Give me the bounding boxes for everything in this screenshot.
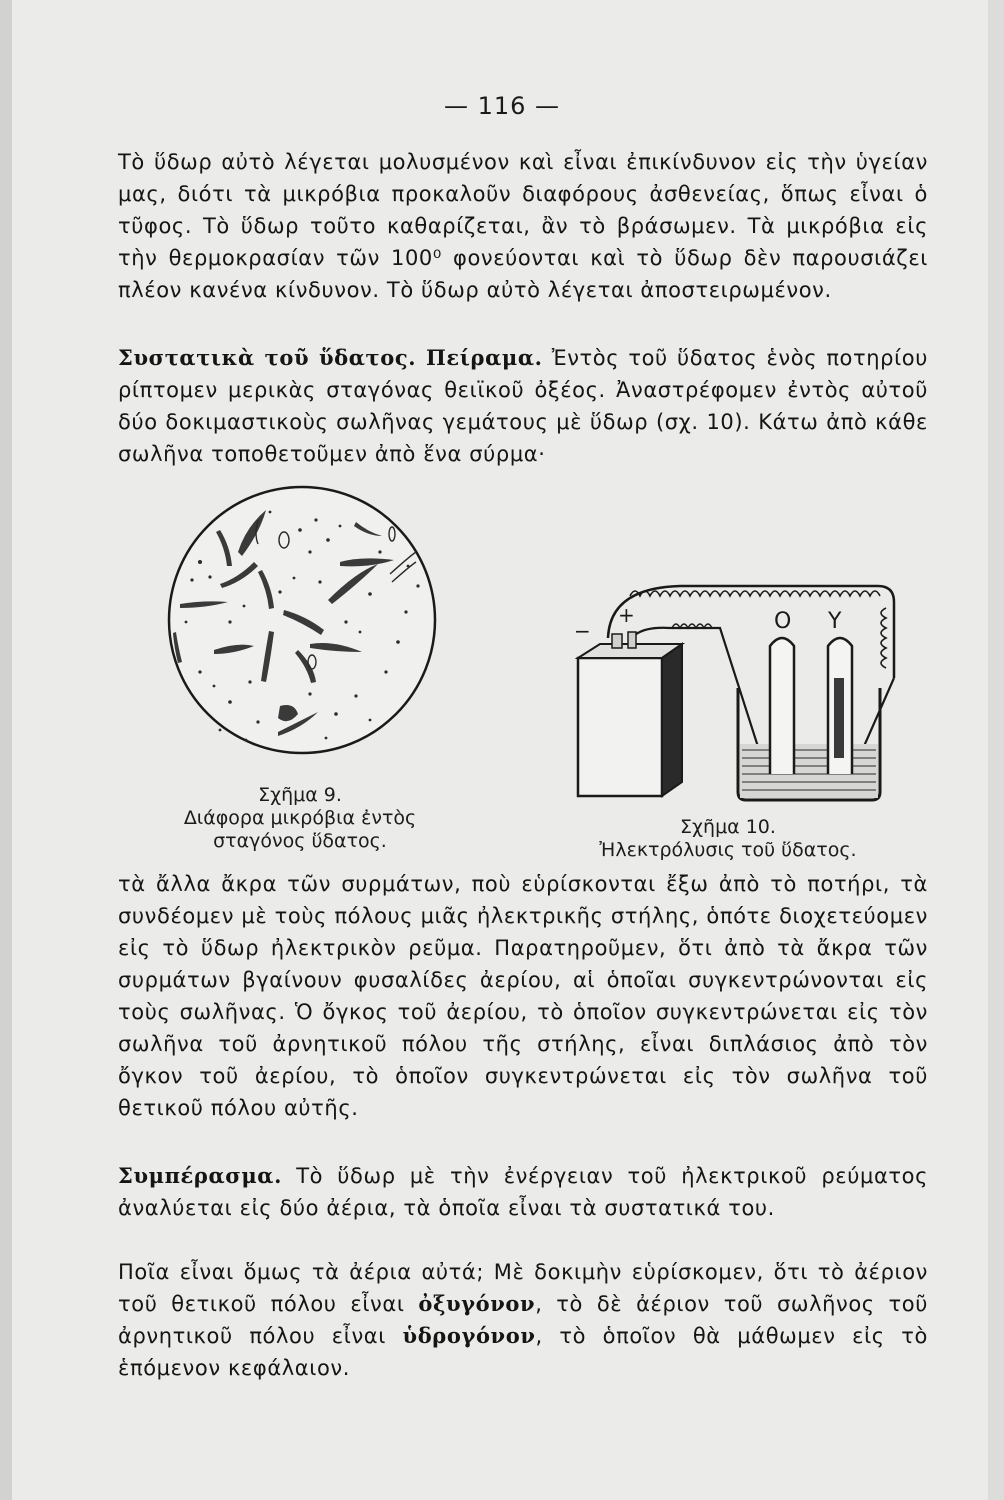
paragraph-experiment (118, 342, 928, 470)
page-edge-left (0, 0, 12, 1500)
figure10-title: Σχῆμα 10. (680, 816, 776, 838)
paragraph-text: , τὸ δὲ ἀέριον τοῦ σωλῆνος τοῦ ἀρνητικοῦ πόλου εἶναι (118, 1292, 928, 1348)
page-number: — 116 — (443, 92, 561, 120)
battery (578, 632, 682, 796)
figure10-caption (568, 816, 888, 862)
figure9-caption-line2: σταγόνος ὕδατος. (213, 830, 387, 852)
figure9-caption-line1: Διάφορα μικρόβια ἐντὸς (183, 807, 417, 829)
figure9-caption (180, 784, 420, 853)
paragraph-conclusion (118, 1160, 928, 1224)
tube-label-Y: Y (828, 609, 842, 634)
paragraph-text: Τὸ ὕδωρ αὐτὸ λέγεται μολυσμένον καὶ εἶναι ἐπικίνδυνον εἰς τὴν ὑγείαν μας, διότι τὰ μικρόβια προκαλοῦν διαφόρους ἀσθενείας, ὅπως εἶναι ὁ τῦφος. Τὸ ὕδωρ τοῦτο καθαρίζεται, ἂν τὸ βράσωμεν. Τὰ μικρόβια εἰς τὴν θερμοκρασίαν τῶν 100⁰ φονεύονται καὶ τὸ ὕδωρ δὲν παρουσιάζει πλέον κανένα κίνδυνον. Τὸ ὕδωρ αὐτὸ λέγεται ἀποστειρωμένον. (118, 150, 928, 302)
section-heading-water-components: Συστατικὰ τοῦ ὕδατος. Πείραμα. (118, 345, 543, 370)
test-tube-oxygen (770, 638, 794, 774)
page-edge-right (988, 0, 1004, 1500)
paragraph-text: τὰ ἄλλα ἄκρα τῶν συρμάτων, ποὺ εὑρίσκονται ἔξω ἀπὸ τὸ ποτήρι, τὰ συνδέομεν μὲ τοὺς πόλους μιᾶς ἠλεκτρικῆς στήλης, ὁπότε διοχετεύομεν εἰς τὸ ὕδωρ ἠλεκτρικὸν ρεῦμα. Παρατηροῦμεν, ὅτι ἀπὸ τὰ ἄκρα τῶν συρμάτων βγαίνουν φυσαλίδες ἀερίου, αἱ ὁποῖαι συγκεντρώνονται εἰς τοὺς σωλῆνας. Ὁ ὄγκος τοῦ ἀερίου, τὸ ὁποῖον συγκεντρώνεται εἰς τὸν σωλῆνα τοῦ ἀρνητικοῦ πόλου τῆς στήλης, εἶναι διπλάσιος ἀπὸ τὸν ὄγκον τοῦ ἀερίου, τὸ ὁποῖον συγκεντρώνεται εἰς τὸν σωλῆνα τοῦ θετικοῦ πόλου αὐτῆς. (118, 872, 928, 1120)
figure-microbes-drop (160, 482, 450, 762)
figure9-title: Σχῆμα 9. (258, 784, 342, 806)
term-hydrogen: ὑδρογόνον (402, 1323, 536, 1348)
figure-electrolysis (560, 578, 910, 808)
paragraph-text: Τὸ ὕδωρ μὲ τὴν ἐνέργειαν τοῦ ἠλεκτρικοῦ ρεύματος ἀναλύεται εἰς δύο ἀέρια, τὰ ὁποῖα εἶναι τὰ συστατικά του. (118, 1164, 928, 1220)
term-oxygen: ὀξυγόνον (418, 1291, 536, 1316)
section-heading-conclusion: Συμπέρασμα. (118, 1163, 282, 1188)
test-tube-hydrogen (828, 638, 852, 774)
paragraph-electrolysis (118, 868, 928, 1124)
figure10-caption-text: Ἠλεκτρόλυσις τοῦ ὕδατος. (599, 839, 857, 861)
water-beaker (738, 688, 880, 800)
tube-label-O: O (774, 609, 792, 634)
battery-minus-label: − (574, 619, 591, 643)
paragraph-text: Ποῖα εἶναι ὅμως τὰ ἀέρια αὐτά; Μὲ δοκιμὴν εὑρίσκομεν, ὅτι τὸ ἀέριον τοῦ θετικοῦ πόλου εἶναι (118, 1260, 928, 1316)
battery-plus-label: + (618, 603, 635, 627)
paragraph-text: , τὸ ὁποῖον θὰ μάθωμεν εἰς τὸ ἑπόμενον κεφάλαιον. (118, 1324, 929, 1380)
paragraph-text: Ἐντὸς τοῦ ὕδατος ἑνὸς ποτηρίου ρίπτομεν μερικὰς σταγόνας θειϊκοῦ ὀξέος. Ἀναστρέφομεν ἐντὸς αὐτοῦ δύο δοκιμαστικοὺς σωλῆνας γεμάτους μὲ ὕδωρ (σχ. 10). Κάτω ἀπὸ κάθε σωλῆνα τοποθετοῦμεν ἀπὸ ἕνα σύρμα· (118, 346, 928, 466)
paragraph-polluted-water (118, 146, 928, 306)
paragraph-gases (118, 1256, 928, 1384)
